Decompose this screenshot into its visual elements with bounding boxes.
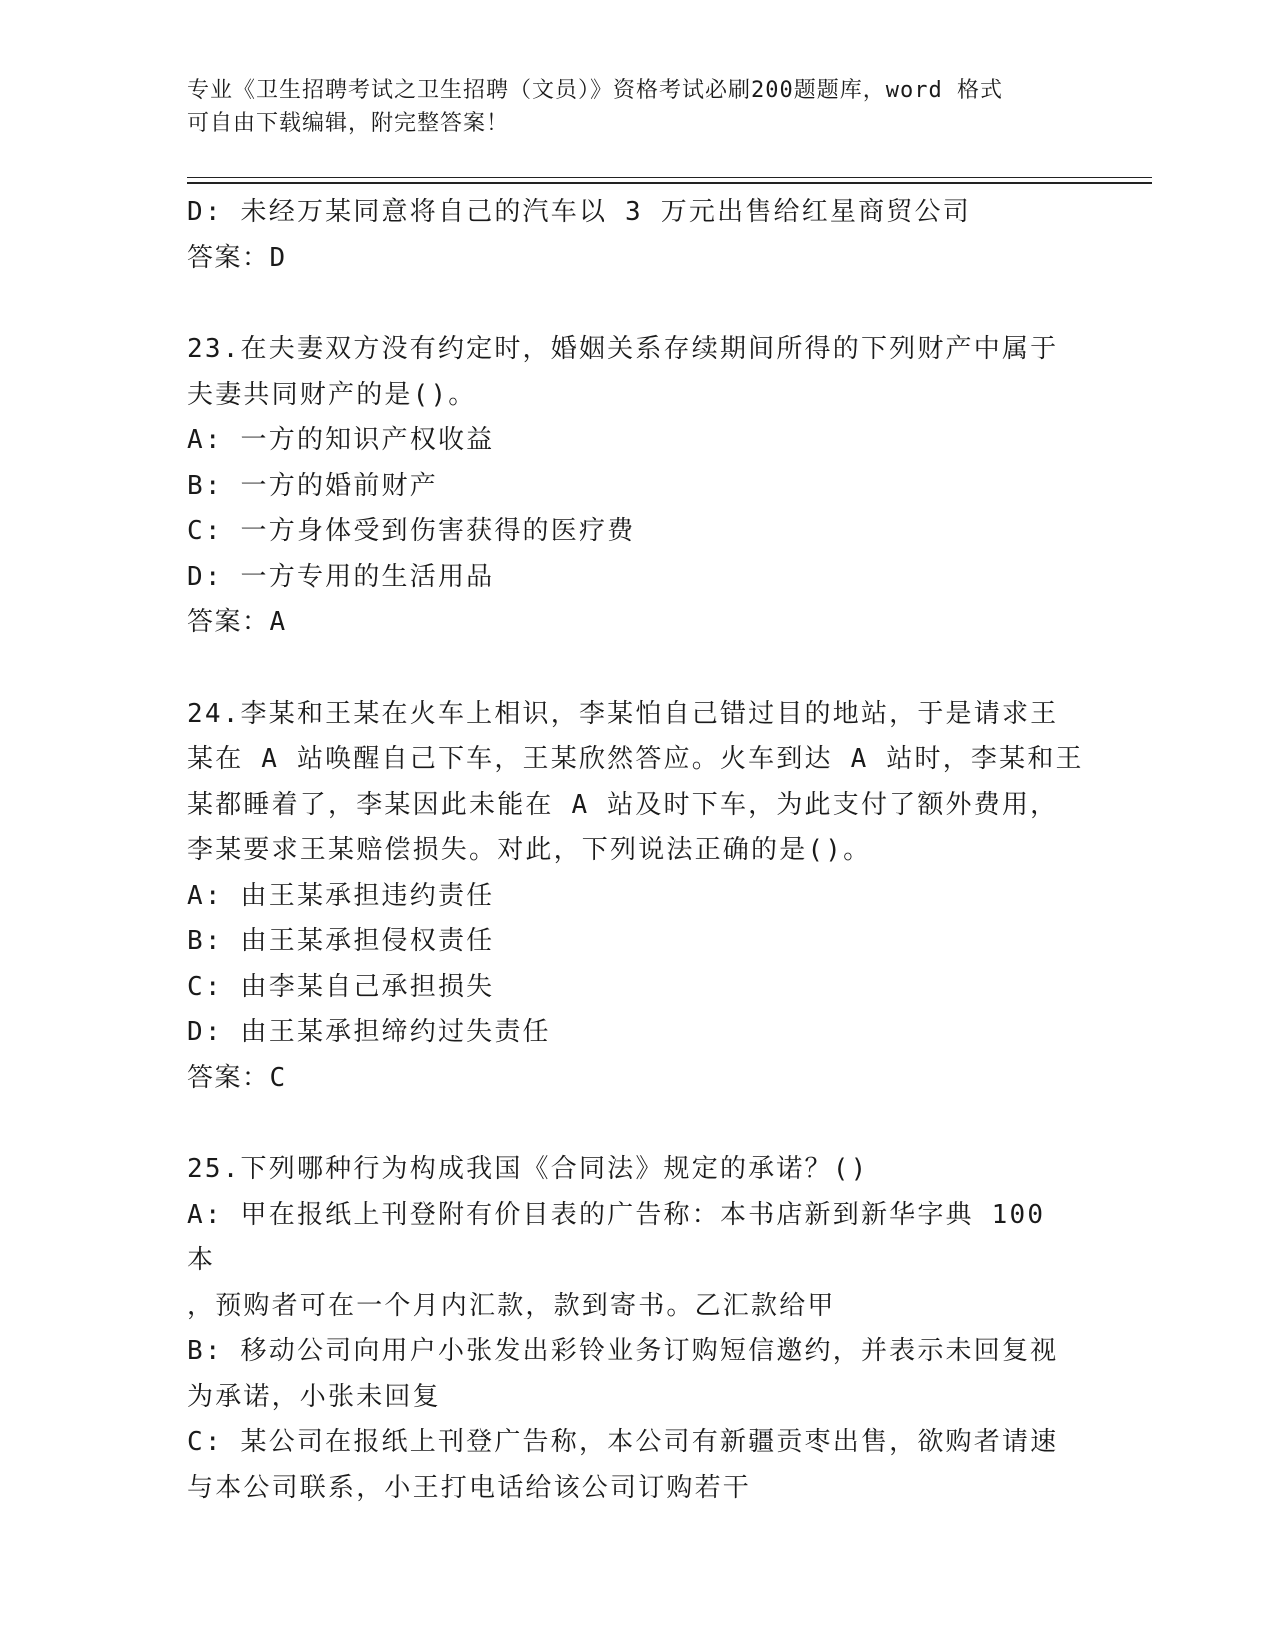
spacer: [187, 646, 1087, 692]
option-a: A: 由王某承担违约责任: [187, 880, 495, 911]
spacer: [187, 281, 1087, 327]
option-d: D: 未经万某同意将自己的汽车以 3 万元出售给红星商贸公司: [187, 197, 971, 227]
option-c: C: 一方身体受到伤害获得的医疗费: [187, 516, 636, 546]
document-body: [187, 190, 1087, 1511]
question-stem: 夫妻共同财产的是()。: [187, 379, 477, 410]
answer-line: 答案：A: [187, 607, 287, 637]
question-stem: 24.李某和王某在火车上相识，李某怕自己错过目的地站，于是请求王: [187, 698, 1059, 729]
previous-question-tail: [187, 190, 1087, 281]
option-a: A: 甲在报纸上刊登附有价目表的广告称：本书店新到新华字典 100 本: [187, 1199, 1064, 1275]
question-stem: 某在 A 站唤醒自己下车，王某欣然答应。火车到达 A 站时，李某和王: [187, 744, 1084, 774]
page-header: [187, 74, 1067, 140]
question-stem: 李某要求王某赔偿损失。对此，下列说法正确的是()。: [187, 835, 872, 865]
question-25: [187, 1147, 1087, 1511]
option-b: B: 移动公司向用户小张发出彩铃业务订购短信邀约，并表示未回复视: [187, 1336, 1059, 1366]
question-24: [187, 692, 1087, 1102]
header-title-line-1: 专业《卫生招聘考试之卫生招聘（文员）》资格考试必刷200题题库，word 格式: [187, 78, 1003, 103]
answer-line: 答案：D: [187, 242, 287, 273]
option-b: B: 一方的婚前财产: [187, 470, 438, 501]
header-divider-thick: [187, 182, 1152, 184]
option-c: C: 由李某自己承担损失: [187, 971, 495, 1002]
option-b: B: 由王某承担侵权责任: [187, 926, 495, 956]
spacer: [187, 1101, 1087, 1147]
option-c: C: 某公司在报纸上刊登广告称，本公司有新疆贡枣出售，欲购者请速: [187, 1427, 1059, 1457]
question-stem: 25.下列哪种行为构成我国《合同法》规定的承诺？(): [187, 1154, 869, 1184]
question-stem: 23.在夫妻双方没有约定时，婚姻关系存续期间所得的下列财产中属于: [187, 334, 1059, 364]
option-b-continued: 为承诺，小张未回复: [187, 1381, 441, 1412]
header-title-line-2: 可自由下载编辑，附完整答案！: [187, 111, 510, 136]
option-a-continued: ，预购者可在一个月内汇款，款到寄书。乙汇款给甲: [187, 1290, 836, 1321]
option-d: D: 由王某承担缔约过失责任: [187, 1017, 551, 1047]
option-c-continued: 与本公司联系，小王打电话给该公司订购若干: [187, 1472, 752, 1503]
question-stem: 某都睡着了，李某因此未能在 A 站及时下车，为此支付了额外费用，: [187, 789, 1059, 820]
question-23: [187, 327, 1087, 646]
header-divider-thin: [187, 177, 1152, 178]
option-a: A: 一方的知识产权收益: [187, 425, 495, 455]
answer-line: 答案：C: [187, 1062, 287, 1093]
option-d: D: 一方专用的生活用品: [187, 561, 495, 592]
